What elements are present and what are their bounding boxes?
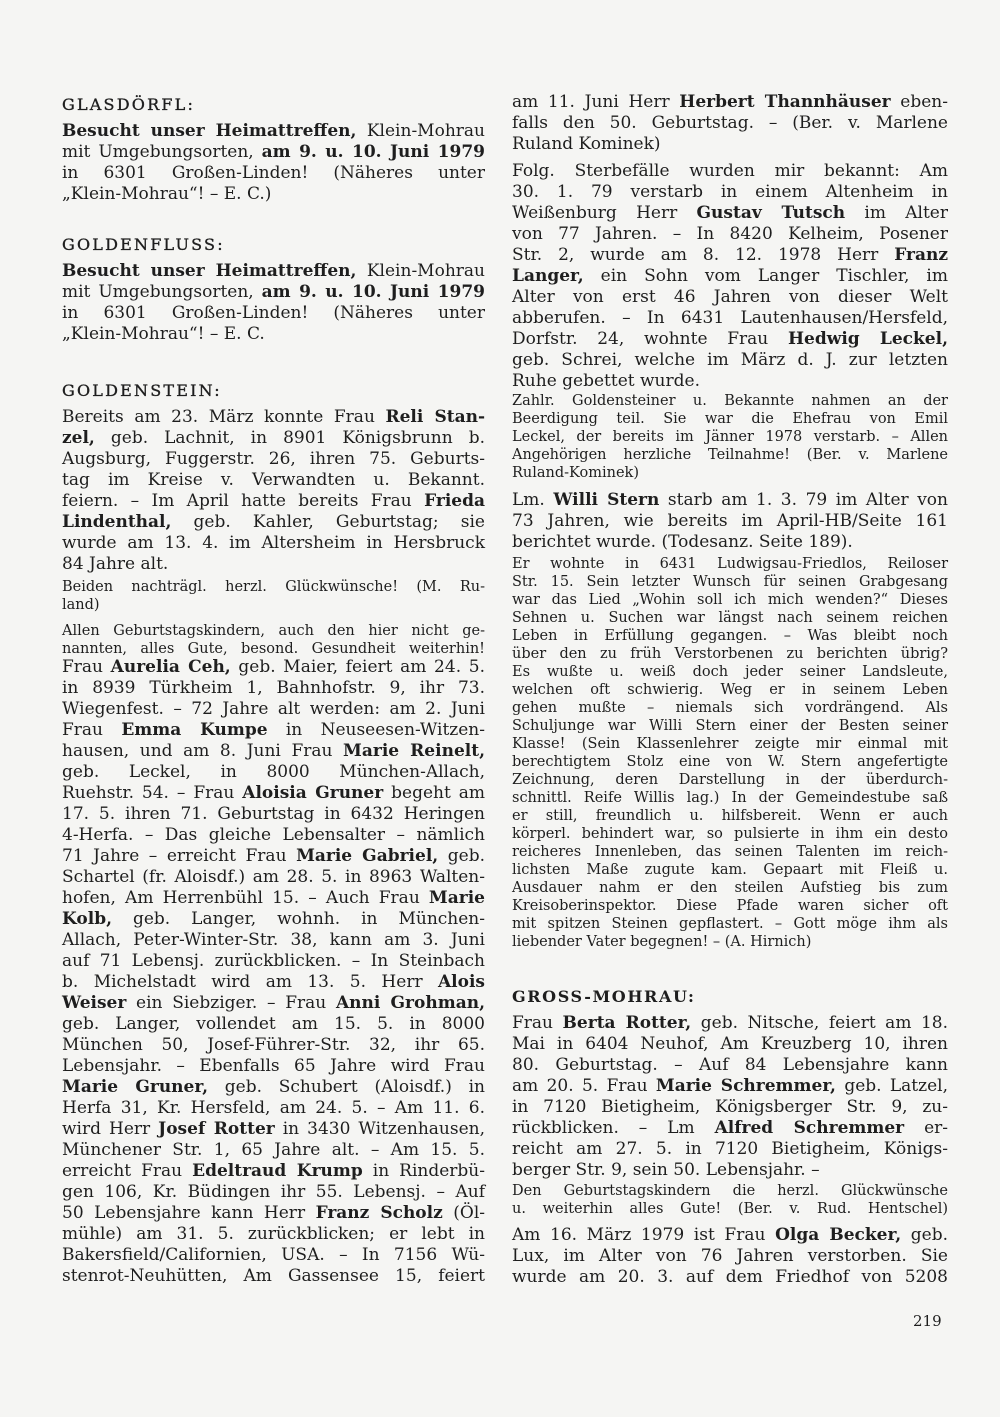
text-run: körperl. behindert war, so pulsierte in ihm ein desto [512, 826, 948, 842]
text-run: Frau [62, 657, 111, 677]
text-run: Schartel (fr. Aloisdf.) am 28. 5. in 8963 Walten- [62, 867, 485, 887]
text-line [512, 681, 948, 699]
text-line [62, 699, 485, 720]
text-run: Schuljunge war Willi Stern einer der Besten seiner [512, 718, 948, 734]
text-line [512, 134, 948, 155]
text-run: u. weiterhin alles Gute! (Ber. v. Rud. Hentschel) [512, 1201, 948, 1217]
text-run: war das Lied „Wohin soll ich mich wenden?“ Dieses [512, 592, 948, 608]
text-run: Lebensjahr. – Ebenfalls 65 Jahre wird Frau [62, 1056, 485, 1076]
paragraph [62, 261, 485, 345]
text-run: 4-Herfa. – Das gleiche Lebensalter – nämlich [62, 825, 485, 845]
text-line [512, 843, 948, 861]
text-line [62, 1245, 485, 1266]
text-line [512, 897, 948, 915]
text-run: berichtet wurde. (Todesanz. Seite 189). [512, 532, 853, 552]
text-line [62, 533, 485, 554]
text-line [62, 1056, 485, 1077]
text-line [62, 1203, 485, 1224]
paragraph [512, 490, 948, 553]
text-line [62, 1035, 485, 1056]
text-line [62, 163, 485, 184]
text-line [62, 491, 485, 512]
text-line [512, 1118, 948, 1139]
text-line [62, 1140, 485, 1161]
text-run: Frau [512, 1013, 563, 1033]
text-line [62, 825, 485, 846]
text-run: feiern. – Im April hatte bereits Frau [62, 491, 425, 511]
text-line [512, 1013, 948, 1034]
highlighted-name: Lindenthal, [62, 512, 172, 532]
text-line [62, 1098, 485, 1119]
text-line [512, 789, 948, 807]
text-run: in 8939 Türkheim 1, Bahnhofstr. 9, ihr 73. [62, 678, 485, 698]
text-run: in 3430 Witzenhausen, [274, 1119, 485, 1139]
text-run: geb. Nitsche, feiert am 18. [691, 1013, 948, 1033]
text-run: Frau [62, 720, 122, 740]
text-run: geb. Maier, feiert am 24. 5. [230, 657, 485, 677]
text-line [512, 464, 948, 482]
note-paragraph [62, 622, 485, 658]
text-run: mit spitzen Steinen gepflastert. – Gott möge ihm als [512, 916, 948, 932]
text-run: wird Herr [62, 1119, 159, 1139]
highlighted-name: Marie Gruner, [62, 1077, 208, 1097]
text-run: 30. 1. 79 verstarb in einem Altenheim in [512, 182, 948, 202]
note-paragraph [62, 578, 485, 614]
text-line [512, 266, 948, 287]
text-line [512, 807, 948, 825]
section-heading: GLASDÖRFL: [62, 95, 196, 114]
text-line [512, 245, 948, 266]
text-line [62, 1224, 485, 1245]
paragraph [62, 407, 485, 575]
text-line [512, 1034, 948, 1055]
text-line [512, 428, 948, 446]
highlighted-name: Alfred Schremmer [714, 1118, 905, 1138]
highlighted-name: Marie [428, 888, 485, 908]
text-line [512, 410, 948, 428]
text-run: stenrot-Neuhütten, Am Gassensee 15, feiert [62, 1266, 485, 1286]
text-run: Klasse! (Sein Klassenlehrer zeigte mir einmal mit [512, 736, 948, 752]
text-line [512, 182, 948, 203]
text-line [62, 993, 485, 1014]
text-run: „Klein-Mohrau“! – E. C. [62, 324, 265, 344]
text-run: Zahlr. Goldensteiner u. Bekannte nahmen an der [512, 393, 948, 409]
text-line [512, 1055, 948, 1076]
highlighted-name: Besucht unser Heimattreffen, [62, 121, 357, 141]
highlighted-name: Frieda [424, 491, 485, 511]
text-line [62, 657, 485, 678]
text-run: Wiegenfest. – 72 Jahre alt werden: am 2. Juni [62, 699, 485, 719]
text-run: nannten, alles Gute, besond. Gesundheit weiterhin! [62, 641, 485, 657]
text-run: in 7120 Bietigheim, Königsberger Str. 9, zu- [512, 1097, 948, 1117]
text-run: (Öl- [442, 1203, 486, 1223]
text-run: Ruehstr. 54. – Frau [62, 783, 243, 803]
text-line [512, 1182, 948, 1200]
text-run: Augsburg, Fuggerstr. 26, ihren 75. Geburts- [62, 449, 485, 469]
text-line [512, 717, 948, 735]
text-line [512, 1160, 948, 1181]
text-line [512, 627, 948, 645]
text-run: „Klein-Mohrau“! – E. C.) [62, 184, 272, 204]
text-line [62, 1014, 485, 1035]
text-run: geb. Langer, vollendet am 15. 5. in 8000 [62, 1014, 485, 1034]
text-line [512, 555, 948, 573]
text-run: Kreisoberinspektor. Diese Pfade waren sicher oft [512, 898, 948, 914]
text-run: wurde am 20. 3. auf dem Friedhof von 5208 [512, 1267, 948, 1287]
text-line [62, 951, 485, 972]
text-run: München 50, Josef-Führer-Str. 32, ihr 65. [62, 1035, 485, 1055]
text-run: Weißenburg Herr [512, 203, 697, 223]
text-run: 50 Lebensjahre kann Herr [62, 1203, 316, 1223]
paragraph [512, 92, 948, 155]
text-line [62, 783, 485, 804]
text-line [512, 879, 948, 897]
text-line [62, 407, 485, 428]
text-run: wurde am 13. 4. im Altersheim in Hersbruck [62, 533, 485, 553]
text-run: mühle) am 31. 5. zurückblicken; er lebt in [62, 1224, 485, 1244]
highlighted-name: Edeltraud Krump [192, 1161, 363, 1181]
highlighted-name: zel, [62, 428, 95, 448]
text-line [512, 1097, 948, 1118]
highlighted-name: Marie Gabriel, [296, 846, 439, 866]
text-run: 80. Geburtstag. – Auf 84 Lebensjahre kann [512, 1055, 948, 1075]
text-line [512, 591, 948, 609]
text-run: mit Umgebungsorten, [62, 142, 262, 162]
text-run: Münchener Str. 1, 65 Jahre alt. – Am 15. 5. [62, 1140, 485, 1160]
text-line [62, 512, 485, 533]
text-run: 84 Jahre alt. [62, 554, 169, 574]
text-line [512, 113, 948, 134]
note-paragraph [512, 392, 948, 482]
text-line [512, 645, 948, 663]
text-run: starb am 1. 3. 79 im Alter von [659, 490, 948, 510]
text-line [62, 282, 485, 303]
text-run: hofen, Am Herrenbühl 15. – Auch Frau [62, 888, 429, 908]
text-line [512, 511, 948, 532]
text-run: reicht am 27. 5. in 7120 Bietigheim, Königs- [512, 1139, 948, 1159]
text-run: Lux, im Alter von 76 Jahren verstorben. Sie [512, 1246, 948, 1266]
text-line [512, 1267, 948, 1288]
text-line [62, 1161, 485, 1182]
text-run: Beiden nachträgl. herzl. Glückwünsche! (M. Ru- [62, 579, 485, 595]
paragraph [512, 1225, 948, 1288]
text-run: im Alter [845, 203, 948, 223]
text-line [62, 184, 485, 205]
text-run: schnittl. Reife Willis lag.) In der Gemeindestube saß [512, 790, 948, 806]
text-run: Leben in Erfüllung gegangen. – Was bleibt noch [512, 628, 948, 644]
text-run: Den Geburtstagskindern die herzl. Glückwünsche [512, 1183, 948, 1199]
text-run: reicheres Innenleben, das seinen Talenten im reich- [512, 844, 948, 860]
text-run: tag im Kreise v. Verwandten u. Bekannt. [62, 470, 485, 490]
text-run: ein Sohn vom Langer Tischler, im [583, 266, 948, 286]
text-run: Ruland-Kominek) [512, 465, 639, 481]
highlighted-name: Kolb, [62, 909, 113, 929]
text-run: auf 71 Lebensj. zurückblicken. – In Steinbach [62, 951, 485, 971]
paragraph [512, 1013, 948, 1181]
right-column [512, 0, 948, 1417]
highlighted-name: Gustav Tutsch [696, 203, 846, 223]
text-line [512, 825, 948, 843]
text-run: geb. [901, 1225, 948, 1245]
text-run: er still, freundlich u. hilfsbereit. Wenn er auch [512, 808, 948, 824]
text-run: begeht am [383, 783, 486, 803]
text-line [62, 741, 485, 762]
text-line [512, 609, 948, 627]
text-run: Alter von erst 46 Jahren von dieser Welt [512, 287, 948, 307]
text-line [62, 972, 485, 993]
text-run: Am 16. März 1979 ist Frau [512, 1225, 776, 1245]
text-line [62, 142, 485, 163]
text-run: abberufen. – In 6431 Lautenhausen/Hersfeld, [512, 308, 948, 328]
text-run: Bereits am 23. März konnte Frau [62, 407, 386, 427]
text-run: Str. 15. Sein letzter Wunsch für seinen Grabgesang [512, 574, 948, 590]
text-run: in 6301 Großen-Linden! (Näheres unter [62, 163, 485, 183]
text-run: Folg. Sterbefälle wurden mir bekannt: Am [512, 161, 948, 181]
text-run: Beerdigung teil. Sie war die Ehefrau von Emil [512, 411, 948, 427]
text-line [62, 303, 485, 324]
text-line [62, 1119, 485, 1140]
text-run: geb. Lachnit, in 8901 Königsbrunn b. [94, 428, 485, 448]
text-run: Klein-Mohrau [356, 261, 485, 281]
section-heading: GOLDENSTEIN: [62, 381, 222, 400]
text-line [62, 261, 485, 282]
text-line [512, 490, 948, 511]
text-line [512, 532, 948, 553]
text-line [512, 203, 948, 224]
text-run: Lm. [512, 490, 554, 510]
highlighted-name: am 9. u. 10. Juni 1979 [261, 282, 485, 302]
note-paragraph [512, 1182, 948, 1218]
section-heading: GROSS-MOHRAU: [512, 987, 696, 1006]
text-run: erreicht Frau [62, 1161, 193, 1181]
text-line [62, 867, 485, 888]
text-line [62, 762, 485, 783]
text-line [62, 720, 485, 741]
text-run: er- [904, 1118, 949, 1138]
text-line [62, 1266, 485, 1287]
page-number: 219 [913, 1312, 942, 1330]
text-line [62, 578, 485, 596]
text-line [512, 1076, 948, 1097]
text-line [512, 92, 948, 113]
left-column [62, 0, 485, 1417]
highlighted-name: Olga Becker, [775, 1225, 902, 1245]
text-run: falls den 50. Geburtstag. – (Ber. v. Marlene [512, 113, 948, 133]
text-run: Herfa 31, Kr. Hersfeld, am 24. 5. – Am 11. 6. [62, 1098, 485, 1118]
text-run: Leckel, der bereits im Jänner 1978 verstarb. – Allen [512, 429, 948, 445]
text-run: geb. Schrei, welche im März d. J. zur letzten [512, 350, 948, 370]
text-run: Klein-Mohrau [356, 121, 485, 141]
text-line [512, 861, 948, 879]
highlighted-name: Emma Kumpe [121, 720, 268, 740]
text-run: gehen mußte – niemals sich vordrängend. Als [512, 700, 948, 716]
text-run: Allen Geburtstagskindern, auch den hier nicht ge- [62, 623, 485, 639]
highlighted-name: Berta Rotter, [562, 1013, 692, 1033]
text-run: in Neuseesen-Witzen- [267, 720, 485, 740]
text-run: Dorfstr. 24, wohnte Frau [512, 329, 788, 349]
text-line [62, 678, 485, 699]
paragraph [62, 657, 485, 1287]
text-line [62, 470, 485, 491]
highlighted-name: Marie Reinelt, [343, 741, 485, 761]
text-run: berechtigtem Stolz eine von W. Stern angefertigte [512, 754, 948, 770]
text-run: geb. Kahler, Geburtstag; sie [171, 512, 485, 532]
text-run: Ausdauer nahm er den steilen Aufstieg bis zum [512, 880, 948, 896]
text-run: Sehnen u. Suchen war längst nach seinem reichen [512, 610, 948, 626]
text-run: ein Siebziger. – Frau [126, 993, 336, 1013]
highlighted-name: Aurelia Ceh, [110, 657, 231, 677]
text-run: am 20. 5. Frau [512, 1076, 656, 1096]
highlighted-name: Langer, [512, 266, 584, 286]
text-line [62, 1077, 485, 1098]
paragraph [512, 161, 948, 392]
text-run: rückblicken. – Lm [512, 1118, 715, 1138]
paragraph [62, 121, 485, 205]
text-line [62, 804, 485, 825]
note-paragraph [512, 555, 948, 951]
text-run: Ruland Kominek) [512, 134, 661, 154]
text-line [512, 915, 948, 933]
text-line [512, 392, 948, 410]
text-run: land) [62, 597, 100, 613]
highlighted-name: Anni Grohman, [335, 993, 485, 1013]
text-line [512, 308, 948, 329]
text-run: Str. 2, wurde am 8. 12. 1978 Herr [512, 245, 895, 265]
section-heading: GOLDENFLUSS: [62, 235, 225, 254]
text-run: 73 Jahren, wie bereits im April-HB/Seite 161 [512, 511, 948, 531]
text-run: liebender Vater begegnen! – (A. Hirnich) [512, 934, 812, 950]
text-run: 17. 5. ihren 71. Geburtstag in 6432 Heringen [62, 804, 485, 824]
text-line [512, 329, 948, 350]
text-line [62, 640, 485, 658]
highlighted-name: Herbert Thannhäuser [679, 92, 891, 112]
text-line [512, 663, 948, 681]
text-line [62, 121, 485, 142]
highlighted-name: Marie Schremmer, [655, 1076, 836, 1096]
text-run: geb. Schubert (Aloisdf.) in [208, 1077, 485, 1097]
highlighted-name: Franz [894, 245, 948, 265]
text-line [512, 573, 948, 591]
text-line [62, 622, 485, 640]
text-line [512, 933, 948, 951]
text-run: Ruhe gebettet wurde. [512, 371, 700, 391]
text-run: Bakersfield/Californien, USA. – In 7156 Wü- [62, 1245, 485, 1265]
text-line [512, 1246, 948, 1267]
text-line [62, 596, 485, 614]
text-line [62, 930, 485, 951]
text-line [512, 699, 948, 717]
text-line [62, 909, 485, 930]
text-line [62, 554, 485, 575]
text-line [512, 1200, 948, 1218]
text-line [512, 1225, 948, 1246]
text-run: mit Umgebungsorten, [62, 282, 262, 302]
text-line [512, 350, 948, 371]
highlighted-name: Aloisia Gruner [242, 783, 384, 803]
text-run: 71 Jahre – erreicht Frau [62, 846, 297, 866]
text-run: welchen oft schwierig. Weg er in seinem Leben [512, 682, 948, 698]
text-line [62, 449, 485, 470]
text-line [62, 1182, 485, 1203]
text-line [512, 446, 948, 464]
text-line [512, 753, 948, 771]
text-run: Zeichnung, deren Darstellung in der überdurch- [512, 772, 948, 788]
text-run: Mai in 6404 Neuhof, Am Kreuzberg 10, ihren [512, 1034, 948, 1054]
text-line [512, 224, 948, 245]
text-run: geb. Leckel, in 8000 München-Allach, [62, 762, 485, 782]
text-run: Angehörigen herzliche Teilnahme! (Ber. v. Marlene [512, 447, 948, 463]
text-line [62, 324, 485, 345]
text-line [512, 771, 948, 789]
text-run: über den zu früh Verstorbenen zu berichten übrig? [512, 646, 948, 662]
text-line [512, 371, 948, 392]
text-run: in Rinderbü- [362, 1161, 485, 1181]
text-run: Allach, Peter-Winter-Str. 38, kann am 3. Juni [62, 930, 485, 950]
text-run: Er wohnte in 6431 Ludwigsau-Friedlos, Reiloser [512, 556, 948, 572]
text-line [512, 735, 948, 753]
text-line [62, 888, 485, 909]
text-line [512, 287, 948, 308]
text-run: lichsten Maße zugute kam. Gepaart mit Fleiß u. [512, 862, 948, 878]
highlighted-name: Willi Stern [553, 490, 660, 510]
text-run: berger Str. 9, sein 50. Lebensjahr. – [512, 1160, 820, 1180]
text-run: von 77 Jahren. – In 8420 Kelheim, Posener [512, 224, 948, 244]
highlighted-name: Besucht unser Heimattreffen, [62, 261, 357, 281]
highlighted-name: am 9. u. 10. Juni 1979 [261, 142, 485, 162]
highlighted-name: Reli Stan- [385, 407, 486, 427]
highlighted-name: Weiser [62, 993, 127, 1013]
text-line [62, 846, 485, 867]
text-run: gen 106, Kr. Büdingen ihr 55. Lebensj. – Auf [62, 1182, 485, 1202]
text-run: geb. [438, 846, 485, 866]
text-run: eben- [890, 92, 948, 112]
text-line [62, 428, 485, 449]
highlighted-name: Franz Scholz [315, 1203, 443, 1223]
text-line [512, 161, 948, 182]
text-run: geb. Langer, wohnh. in München- [112, 909, 485, 929]
text-run: hausen, und am 8. Juni Frau [62, 741, 344, 761]
highlighted-name: Hedwig Leckel, [787, 329, 948, 349]
highlighted-name: Alois [437, 972, 485, 992]
text-run: am 11. Juni Herr [512, 92, 680, 112]
text-run: Es wußte u. weiß doch jeder seiner Landsleute, [512, 664, 948, 680]
text-run: in 6301 Großen-Linden! (Näheres unter [62, 303, 485, 323]
text-line [512, 1139, 948, 1160]
text-run: geb. Latzel, [835, 1076, 949, 1096]
text-run: b. Michelstadt wird am 13. 5. Herr [62, 972, 438, 992]
highlighted-name: Josef Rotter [158, 1119, 275, 1139]
